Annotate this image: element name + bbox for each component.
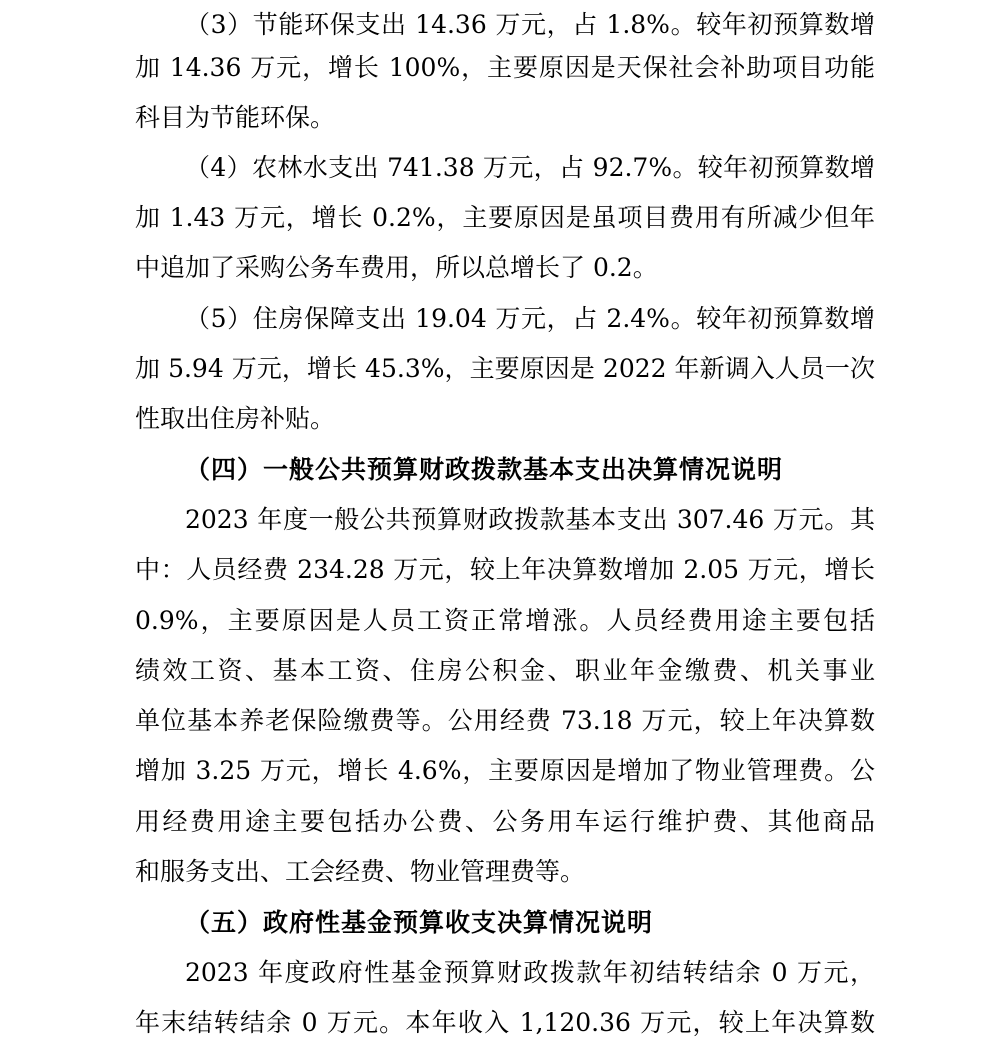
text-line: 科目为节能环保。	[135, 103, 336, 132]
text-line: 加 1.43 万元，增长 0.2%，主要原因是虽项目费用有所减少但年	[135, 203, 875, 232]
text-line: 0.9%，主要原因是人员工资正常增涨。人员经费用途主要包括	[135, 606, 875, 635]
text-line: 加 5.94 万元，增长 45.3%，主要原因是 2022 年新调入人员一次	[135, 354, 875, 383]
text-line: 加 14.36 万元，增长 100%，主要原因是天保社会补助项目功能	[135, 53, 875, 82]
text-line: 2023 年度政府性基金预算财政拨款年初结转结余 0 万元，	[185, 958, 875, 987]
text-line: 中追加了采购公务车费用，所以总增长了 0.2。	[135, 253, 658, 282]
text-line: 和服务支出、工会经费、物业管理费等。	[135, 857, 586, 886]
text-line: 2023 年度一般公共预算财政拨款基本支出 307.46 万元。其	[185, 505, 875, 534]
text-line: （3）节能环保支出 14.36 万元，占 1.8%。较年初预算数增	[185, 10, 875, 39]
text-line: 年末结转结余 0 万元。本年收入 1,120.36 万元，较上年决算数	[135, 1008, 875, 1037]
text-line: 性取出住房补贴。	[135, 404, 336, 433]
text-line: 中：人员经费 234.28 万元，较上年决算数增加 2.05 万元，增长	[135, 555, 875, 584]
text-line: 单位基本养老保险缴费等。公用经费 73.18 万元，较上年决算数	[135, 706, 875, 735]
text-line: （5）住房保障支出 19.04 万元，占 2.4%。较年初预算数增	[185, 304, 875, 333]
section-heading: （五）政府性基金预算收支决算情况说明	[185, 908, 654, 937]
text-line: 绩效工资、基本工资、住房公积金、职业年金缴费、机关事业	[135, 656, 875, 685]
text-line: 增加 3.25 万元，增长 4.6%，主要原因是增加了物业管理费。公	[135, 756, 875, 785]
text-line: 用经费用途主要包括办公费、公务用车运行维护费、其他商品	[135, 807, 875, 836]
section-heading: （四）一般公共预算财政拨款基本支出决算情况说明	[185, 455, 784, 484]
text-line: （4）农林水支出 741.38 万元，占 92.7%。较年初预算数增	[185, 153, 875, 182]
